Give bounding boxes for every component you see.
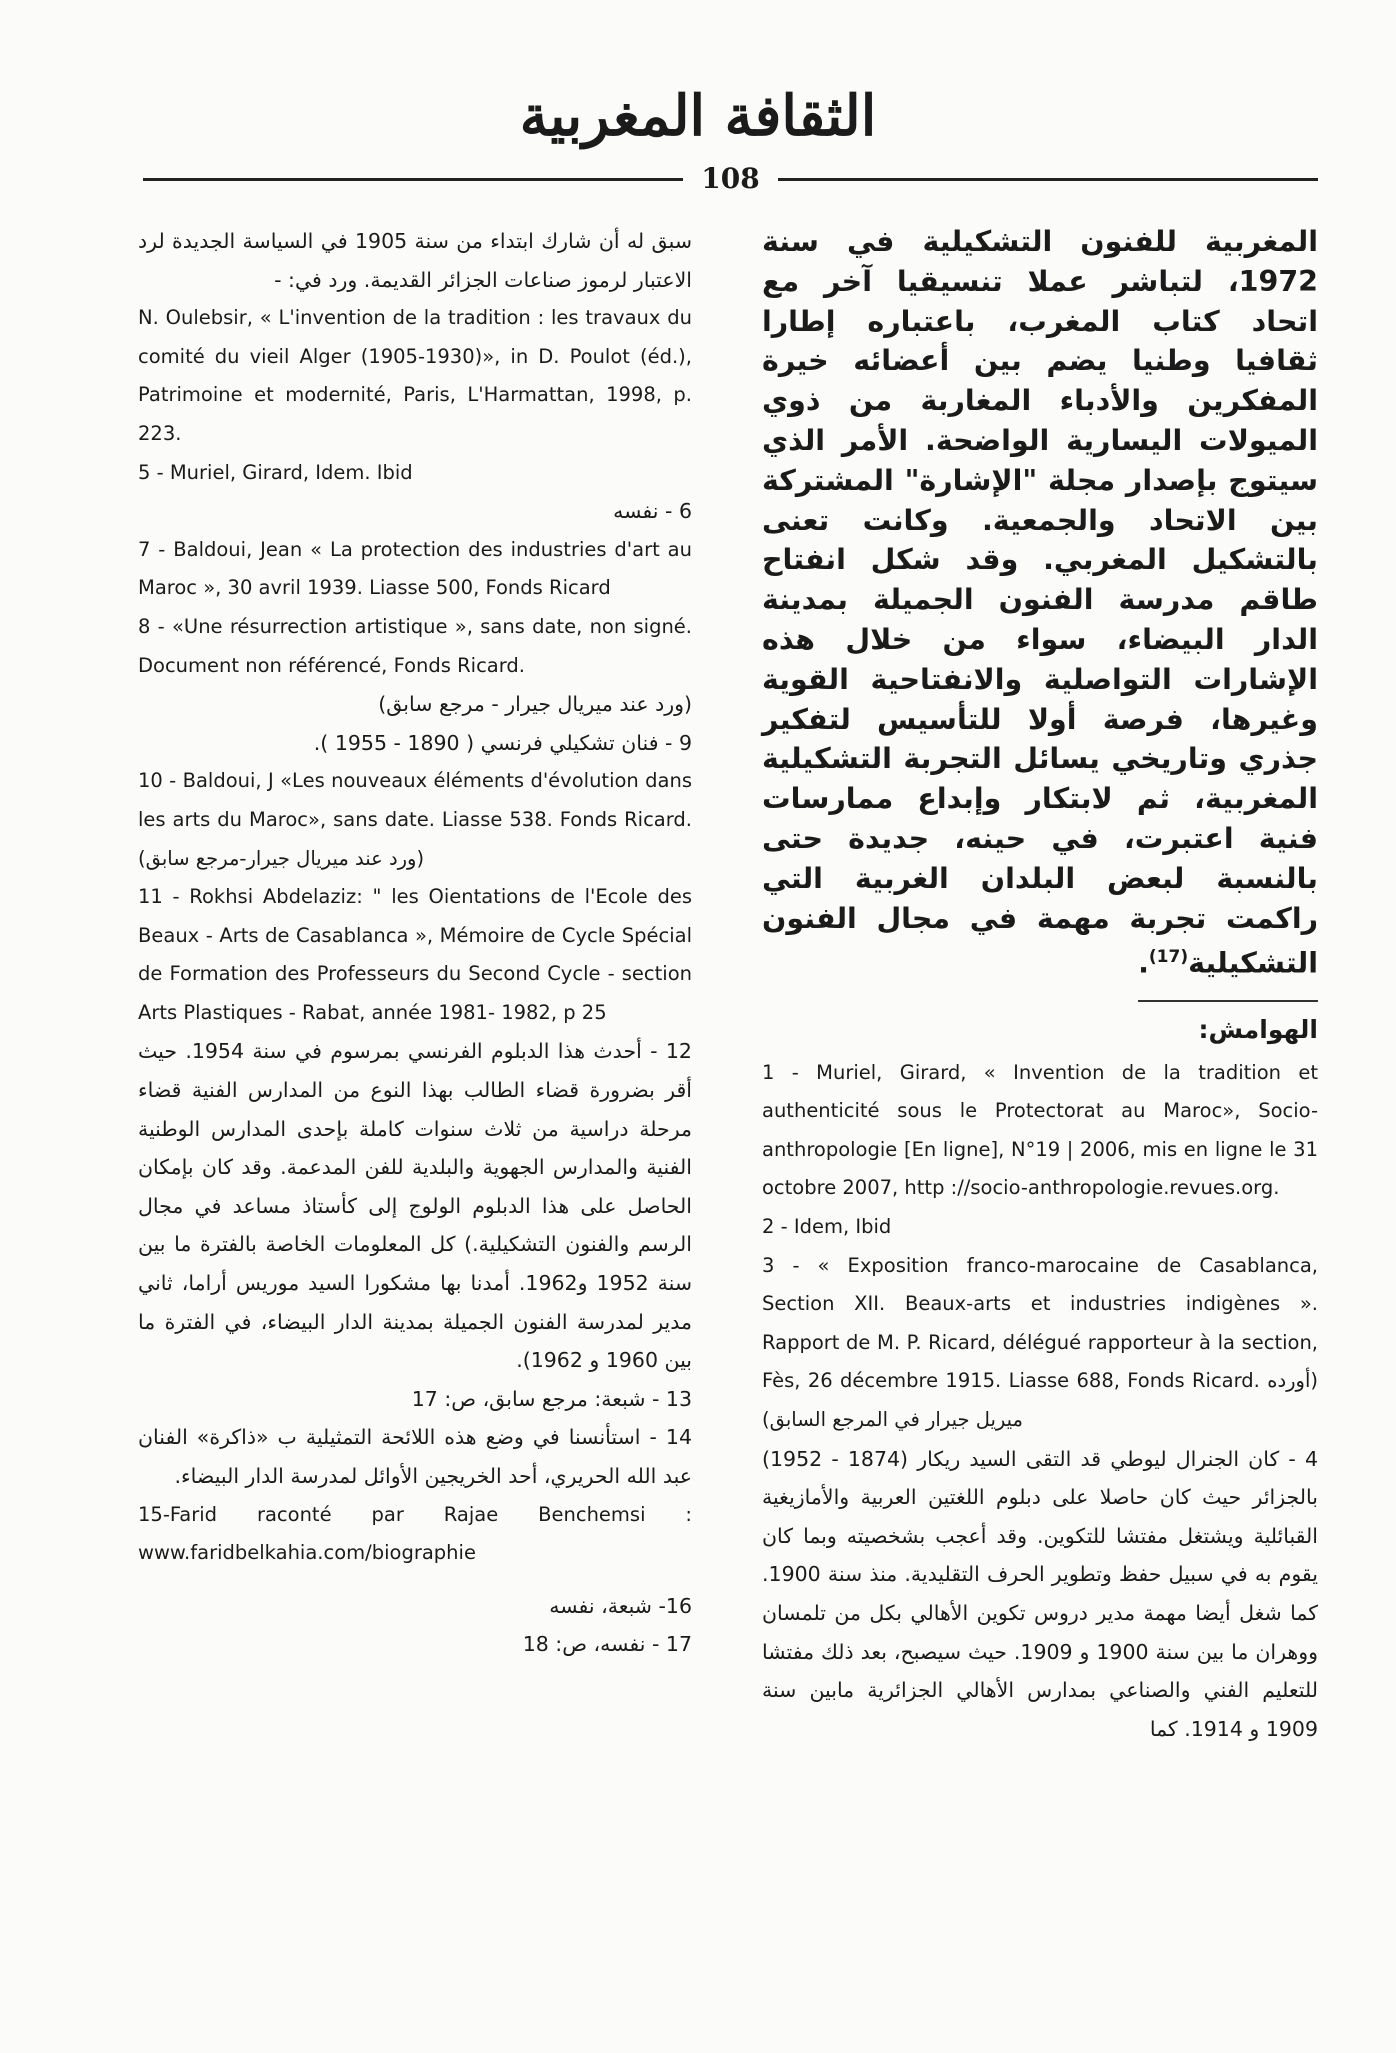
journal-title: الثقافة المغربية <box>519 83 877 149</box>
footnote-12: 12 - أحدث هذا الدبلوم الفرنسي بمرسوم في سنة 1954. حيث أقر بضرورة قضاء الطالب بهذا النوع من المدارس الفنية قضاء مرحلة دراسية من ثلاث سنوات كاملة بإحدى المدارس الوطنية الفنية والمدارس الجهوية والبلدية للفن المدعمة. وقد كان بإمكان الحاصل على هذا الدبلوم الولوج إلى كأستاذ مساعد في مجال الرسم والفنون التشكيلية.) كل المعلومات الخاصة بالفترة ما بين سنة 1952 و1962. أمدنا بها مشكورا السيد موريس أراما، ثاني مدير لمدرسة الفنون الجميلة بمدينة الدار البيضاء، في الفترة ما بين 1960 و 1962). <box>138 1039 693 1373</box>
footnote-2: 2 - Idem, Ibid <box>762 1215 892 1239</box>
footnote-5: 5 - Muriel, Girard, Idem. Ibid <box>138 460 413 484</box>
footnote-14: 14 - استأنسنا في وضع هذه اللائحة التمثيلية ب «ذاكرة» الفنان عبد الله الحريري، أحد الخريجين الأوائل لمدرسة الدار البيضاء. <box>138 1425 692 1488</box>
footnote-17: 17 - نفسه، ص: 18 <box>522 1632 692 1657</box>
footnote-4: 4 - كان الجنرال ليوطي قد التقى السيد ريكار (1874 - 1952) بالجزائر حيث كان حاصلا على دبلوم اللغتين العربية والأمازيغية القبائلية ويشتغل مفتشا للتكوين. وقد أعجب بشخصيته وبما كان يقوم به في سبيل حفظ وتطوير الحرف التقليدية. منذ سنة 1900. كما شغل أيضا مهمة مدير دروس تكوين الأهالي بكل من تلمسان ووهران ما بين سنة 1900 و 1909. حيث سيصبح، بعد ذلك مفتشا للتعليم الفني والصناعي بمدارس الأهالي الجزائرية مابين سنة 1909 و 1914. كما <box>762 1446 1318 1741</box>
page-header <box>0 83 1396 149</box>
left-column <box>138 222 692 1664</box>
footnote-3-text: 3 - « Exposition franco-marocaine de Casablanca, Section XII. Beaux-arts et industries indigènes ». Rapport de M. P. Ricard, délégué rapporteur à la section, Fès, 26 décembre 1915. Liasse 688, Fonds Ricard. <box>762 1253 1318 1393</box>
footnote-16: 16- شبعة، نفسه <box>549 1593 692 1618</box>
footnote-1: 1 - Muriel, Girard, « Invention de la tradition et authenticité sous le Protectorat au Maroc», Socio-anthropologie [En ligne], N°19 | 2006, mis en ligne le 31 octobre 2007, http ://socio-anthropologie.revues.org. <box>762 1060 1318 1200</box>
body-text: المغربية للفنون التشكيلية في سنة 1972، لتباشر عملا تنسيقيا آخر مع اتحاد كتاب المغرب، باعتباره إطارا ثقافيا وطنيا يضم بين أعضائه خيرة المفكرين والأدباء المغاربة من ذوي الميولات اليسارية الواضحة. الأمر الذي سيتوج بإصدار مجلة "الإشارة" المشتركة بين الاتحاد والجمعية. وكانت تعنى بالتشكيل المغربي. وقد شكل انفتاح طاقم مدرسة الفنون الجميلة بمدينة الدار البيضاء، سواء من خلال هذه الإشارات التواصلية والانفتاحية القوية وغيرها، فرصة أولا للتأسيس لتفكير جذري وتاريخي يسائل التجربة التشكيلية المغربية، ثم لابتكار وإبداع ممارسات فنية اعتبرت، في حينه، جديدة حتى بالنسبة لبعض البلدان الغربية التي راكمت تجربة مهمة في مجال الفنون التشكيلية <box>762 225 1318 980</box>
header-rule-left <box>143 178 683 181</box>
right-column <box>762 222 1318 1748</box>
footnote-8-source: (ورد عند ميريال جيرار - مرجع سابق) <box>378 692 692 717</box>
body-end: . <box>1138 946 1149 980</box>
notes-divider <box>1138 1000 1318 1002</box>
body-paragraph <box>762 222 1318 984</box>
footnote-10-source: (ورد عند ميريال جيرار-مرجع سابق) <box>138 846 425 870</box>
header-rule-right <box>778 178 1318 181</box>
footnote-11: 11 - Rokhsi Abdelaziz: " les Oientations de l'Ecole des Beaux - Arts de Casablanca », Mémoire de Cycle Spécial de Formation des Professeurs du Second Cycle - section Arts Plastiques - Rabat, année 1981- 1982, p 25 <box>138 885 692 1024</box>
footnote-10 <box>138 762 692 878</box>
footnote-3 <box>762 1247 1318 1440</box>
footnote-4-continued: سبق له أن شارك ابتداء من سنة 1905 في السياسة الجديدة لرد الاعتبار لرموز صناعات الجزائر القديمة. ورد في: - <box>138 229 693 292</box>
footnote-3-source: (أورده ميريل جيرار في المرجع السابق) <box>762 1369 1318 1431</box>
footnote-15: 15-Farid raconté par Rajae Benchemsi : www.faridbelkahia.com/biographie <box>138 1502 692 1565</box>
footnote-9: 9 - فنان تشكيلي فرنسي ( 1890 - 1955 ). <box>313 730 692 755</box>
footnote-10-text: 10 - Baldoui, J «Les nouveaux éléments d'évolution dans les arts du Maroc», sans date. Liasse 538. Fonds Ricard. <box>138 769 692 831</box>
footnote-8: 8 - «Une résurrection artistique », sans date, non signé. Document non référencé, Fonds Ricard. <box>138 614 692 677</box>
footnote-ref-17: (17) <box>1148 947 1189 968</box>
footnote-7: 7 - Baldoui, Jean « La protection des industries d'art au Maroc », 30 avril 1939. Liasse 500, Fonds Ricard <box>138 537 692 600</box>
footnote-13: 13 - شبعة: مرجع سابق، ص: 17 <box>411 1386 692 1411</box>
footnote-4-reference: N. Oulebsir, « L'invention de la tradition : les travaux du comité du vieil Alger (1905-1930)», in D. Poulot (éd.), Patrimoine et modernité, Paris, L'Harmattan, 1998, p. 223. <box>138 306 692 445</box>
notes-heading: الهوامش: <box>1198 1014 1318 1044</box>
footnote-6: 6 - نفسه <box>613 499 692 524</box>
header-rule <box>143 162 1318 196</box>
page-number: 108 <box>701 162 760 195</box>
